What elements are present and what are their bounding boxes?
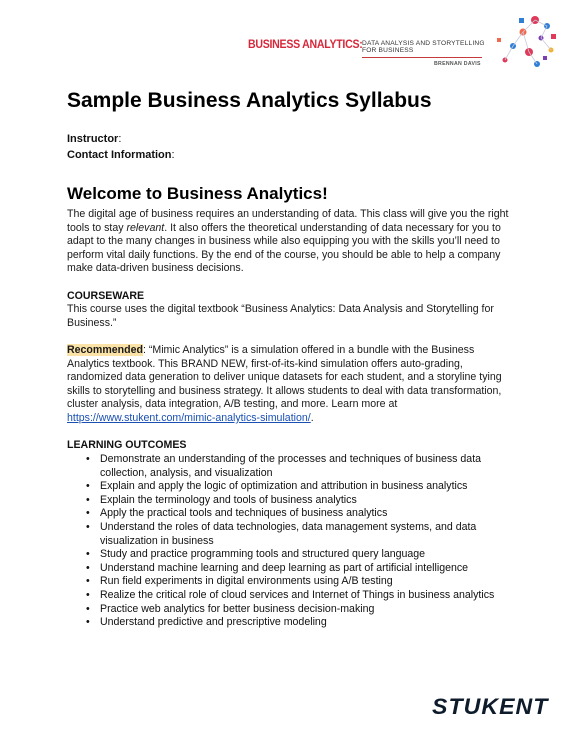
welcome-emphasis: relevant [126,221,165,234]
outcome-item: • Understand predictive and prescriptive modeling [86,616,506,630]
instructor-info [67,131,175,163]
welcome-text-1: The digital age of business requires an understanding of data. This class will give you the right tools to stay [67,208,509,234]
outcome-item: • Study and practice programming tools and structured query language [86,548,506,562]
instructor-label: Instructor [67,133,119,145]
outcome-item: • Demonstrate an understanding of the processes and techniques of business data collection, analysis, and visualization [86,453,506,480]
courseware-heading: COURSEWARE [67,290,145,302]
banner-author: BRENNAN DAVIS [434,61,481,67]
banner-title: BUSINESS ANALYTICS: [248,39,363,51]
outcome-item: • Realize the critical role of cloud services and Internet of Things in business analytics [86,589,506,603]
page-title: Sample Business Analytics Syllabus [67,89,432,112]
banner-subtitle-line1: DATA ANALYSIS AND STORYTELLING [362,40,485,47]
stukent-logo: STUKENT [432,694,549,719]
welcome-text-2: . It also offers the theoretical understanding of data necessary for you to adapt to the many changes in business while also equipping you with the skills you’ll need to perform vital daily functions. By the end of the course, you should be able to help a company make data-driven business decisions. [67,221,501,275]
banner-rule [362,57,482,58]
contact-row: Contact Information: [67,149,175,161]
welcome-heading: Welcome to Business Analytics! [67,184,328,203]
banner-subtitle-line2: FOR BUSINESS [362,47,414,55]
learning-outcomes-heading: LEARNING OUTCOMES [67,439,187,451]
recommended-end: . [310,411,314,424]
outcome-item: • Explain and apply the logic of optimization and attribution in business analytics [86,480,506,494]
outcome-item: • Understand machine learning and deep learning as part of artificial intelligence [86,562,506,576]
learning-outcomes-list [86,453,506,630]
outcome-item: • Apply the practical tools and techniques of business analytics [86,507,506,521]
outcome-item: • Practice web analytics for better business decision-making [86,603,506,617]
mimic-analytics-link[interactable]: https://www.stukent.com/mimic-analytics-simulation/ [67,411,311,424]
recommended-label: Recommended [67,344,143,356]
welcome-paragraph [67,208,517,276]
banner-subtitle [362,40,485,54]
recommended-text: : “Mimic Analytics” is a simulation offered in a bundle with the Business Analytics textbook. This BRAND NEW, first-of-its-kind simulation offers auto-grading, randomized data generation to deliver unique datasets for each student, and a storyline tying skills to storytelling and business strategy. It allows students to deal with data transformation, cluster analysis, data integration, A/B testing, and more. Learn more at [67,344,502,411]
recommended-paragraph [67,344,517,426]
contact-label: Contact Information [67,149,172,161]
outcome-item: • Understand the roles of data technologies, data management systems, and data visualization in business [86,521,506,548]
book-header-banner [248,30,518,72]
outcome-item: • Run field experiments in digital environments using A/B testing [86,575,506,589]
courseware-paragraph: This course uses the digital textbook “Business Analytics: Data Analysis and Storytelling for Business.” [67,303,494,329]
outcome-item: • Explain the terminology and tools of business analytics [86,494,506,508]
data-graphic-icon [493,12,559,72]
instructor-row: Instructor: [67,133,122,145]
